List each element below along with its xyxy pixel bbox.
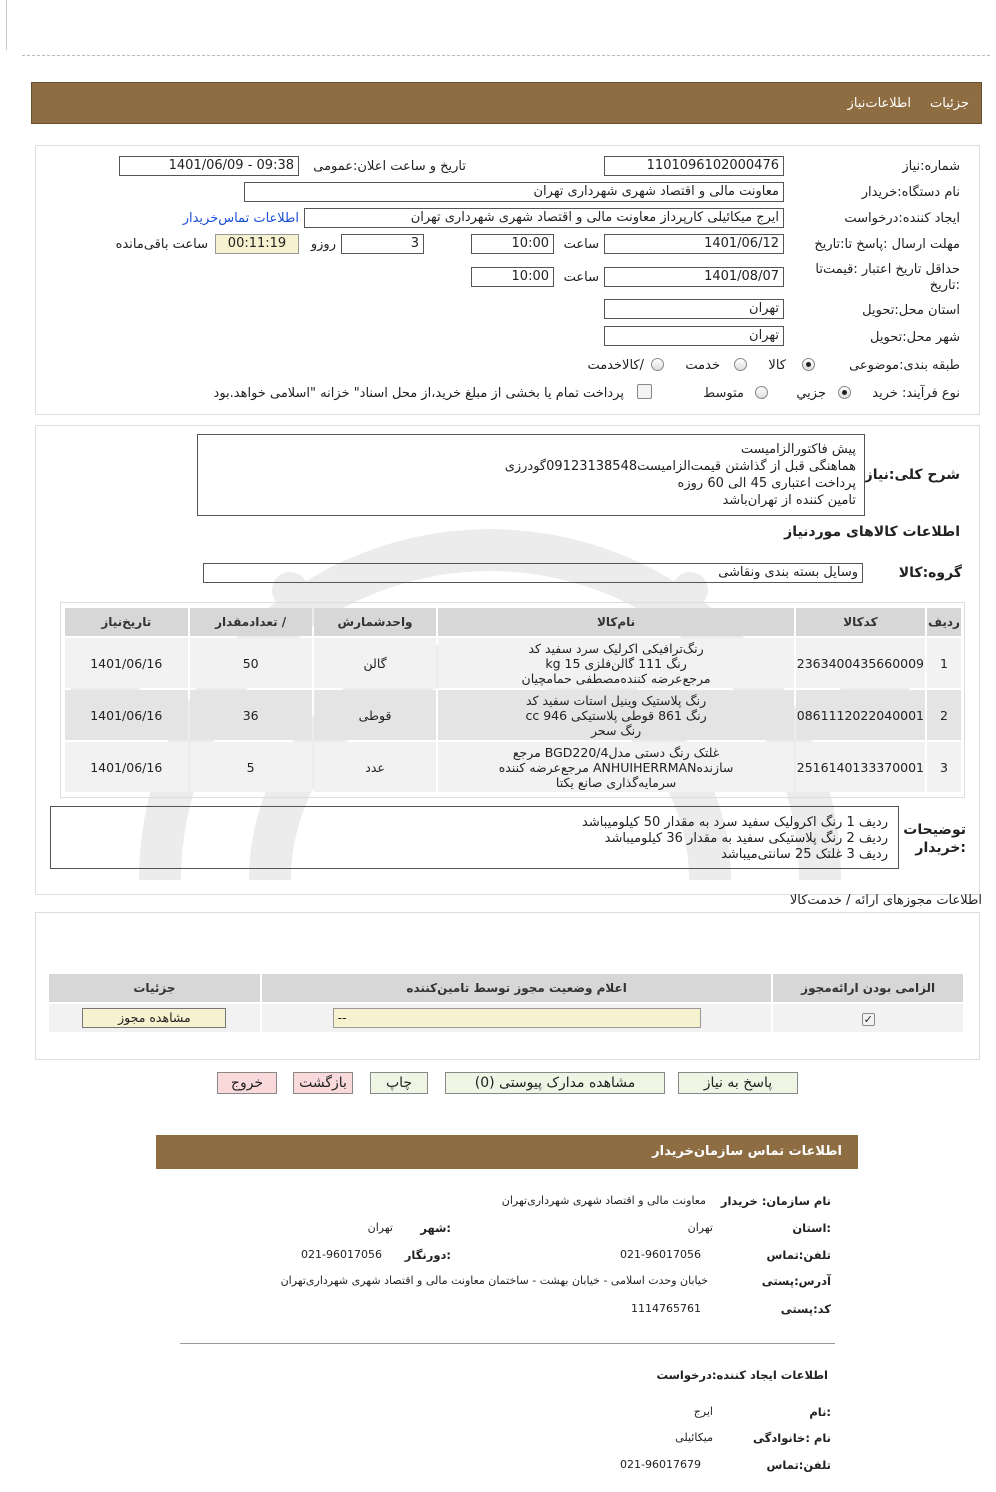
postal-value: 1114765761 bbox=[631, 1302, 701, 1315]
fax-label: :دورنگار bbox=[404, 1248, 451, 1262]
validity-time-field: 10:00 bbox=[471, 267, 554, 287]
province-contact-value: تهران bbox=[687, 1221, 713, 1234]
creator-name-label: :نام bbox=[809, 1405, 831, 1419]
creator-family-value: میکائیلی bbox=[675, 1431, 713, 1444]
permit-status-cell bbox=[262, 1004, 771, 1032]
permit-details-cell bbox=[49, 1004, 260, 1032]
category-both-radio[interactable] bbox=[651, 358, 664, 371]
table-row bbox=[65, 742, 961, 792]
buyer-label: نام دستگاه:خریدار bbox=[861, 185, 960, 200]
deadline-time-label: ساعت bbox=[563, 237, 599, 252]
city-contact-value: تهران bbox=[367, 1221, 393, 1234]
col-permit-details: جزئیات bbox=[49, 974, 260, 1002]
cell-unit: عدد bbox=[314, 742, 437, 792]
buyer-note-line: ردیف 3 غلتک 25 سانتی‌میباشد bbox=[721, 847, 888, 862]
goods-table bbox=[63, 606, 963, 794]
permit-status-field: -- bbox=[333, 1008, 701, 1028]
phone-value: 021-96017056 bbox=[620, 1248, 701, 1261]
buyer-notes-label-2: :خریدار bbox=[915, 840, 966, 856]
postal-label: کد:پستی bbox=[780, 1302, 831, 1316]
cell-code: 2516140133370001 bbox=[796, 742, 925, 792]
address-label: آدرس:پستی bbox=[761, 1274, 831, 1288]
description-box bbox=[197, 434, 865, 516]
province-contact-label: :استان bbox=[792, 1221, 831, 1235]
org-value: معاونت مالی و اقتصاد شهری شهرداری‌تهران bbox=[501, 1194, 706, 1207]
process-label: نوع فرآیند: خرید bbox=[872, 386, 960, 401]
cell-qty: 5 bbox=[190, 742, 312, 792]
cell-qty: 50 bbox=[190, 638, 312, 688]
cell-row: 3 bbox=[927, 742, 961, 792]
remaining-time-field: 00:11:19 bbox=[215, 234, 299, 254]
creator-name-value: ایرج bbox=[693, 1405, 713, 1418]
description-line: هماهنگی قبل از گذاشتن قیمت‌الزامیست09123138548گودرزی bbox=[504, 459, 856, 474]
view-permit-button[interactable]: مشاهده مجوز bbox=[82, 1008, 226, 1028]
deadline-date-field: 1401/06/12 bbox=[604, 234, 784, 254]
permit-required-cell bbox=[773, 1004, 963, 1032]
cell-qty: 36 bbox=[190, 690, 312, 740]
process-partial-radio[interactable] bbox=[838, 386, 851, 399]
validity-date-field: 1401/08/07 bbox=[604, 267, 784, 287]
announce-label: تاریخ و ساعت اعلان:عمومی bbox=[313, 159, 466, 174]
deadline-time-field: 10:00 bbox=[471, 234, 554, 254]
name-line: رنگ‌ترافیکی اکرلیک سرد سفید کد bbox=[528, 640, 704, 656]
category-label: طبقه بندی:موضوعی bbox=[849, 358, 960, 373]
exit-button[interactable]: خروج bbox=[217, 1072, 277, 1094]
city-label: شهر محل:تحویل bbox=[870, 330, 960, 345]
name-line: رنگ 861 قوطی پلاستیکی 946 cc bbox=[525, 707, 707, 723]
validity-label: حداقل تاریخ اعتبار :قیمت‌تا bbox=[815, 262, 960, 277]
tab-need-info[interactable]: اطلاعات‌نیاز bbox=[847, 96, 911, 111]
buyer-note-line: ردیف 2 رنگ پلاستیکی سفید به مقدار 36 کیلومیباشد bbox=[604, 831, 888, 846]
description-label: شرح کلی:نیاز bbox=[864, 467, 960, 483]
print-button[interactable]: چاپ bbox=[370, 1072, 428, 1094]
reply-button[interactable]: پاسخ به نیاز bbox=[678, 1072, 798, 1094]
cell-row: 2 bbox=[927, 690, 961, 740]
province-label: استان محل:تحویل bbox=[862, 303, 960, 318]
col-permit-required: الزامی بودن ارائه‌مجوز bbox=[773, 974, 963, 1002]
cell-code: 0861112022040001 bbox=[796, 690, 925, 740]
name-line: سرمایه‌گذاری صانع یکتا bbox=[555, 774, 677, 790]
cell-name bbox=[438, 742, 793, 792]
goods-section-title: اطلاعات کالاهای موردنیاز bbox=[784, 524, 960, 540]
table-row bbox=[65, 690, 961, 740]
province-field: تهران bbox=[604, 299, 784, 319]
process-medium-radio[interactable] bbox=[755, 386, 768, 399]
fax-value: 021-96017056 bbox=[301, 1248, 382, 1261]
cell-date: 1401/06/16 bbox=[65, 690, 188, 740]
creator-field: ایرج میکائیلی کارپرداز معاونت مالی و اقتصاد شهری شهرداری تهران bbox=[304, 208, 784, 228]
col-name: نام‌کالا bbox=[438, 608, 793, 636]
col-qty: / تعدادمقدار bbox=[190, 608, 312, 636]
org-label: نام سازمان: خریدار bbox=[720, 1194, 831, 1208]
address-value: خیابان وحدت اسلامی - خیابان بهشت - ساختمان معاونت مالی و اقتصاد شهری شهرداری‌تهران bbox=[280, 1274, 708, 1287]
contact-header-bar bbox=[156, 1135, 858, 1169]
creator-phone-value: 021-96017679 bbox=[620, 1458, 701, 1471]
name-line: سازندهANHUIHERRMAN مرجع‌عرضه کننده bbox=[498, 759, 734, 775]
creator-family-label: نام :خانوادگی bbox=[753, 1431, 831, 1445]
name-line: رنگ سحر bbox=[590, 722, 642, 738]
category-service-radio[interactable] bbox=[734, 358, 747, 371]
cell-name bbox=[438, 638, 793, 688]
description-line: تامین کننده از تهران‌باشد bbox=[722, 493, 856, 508]
tab-details[interactable]: جزئیات bbox=[930, 96, 969, 111]
col-row: ردیف bbox=[927, 608, 961, 636]
permit-required-checkbox[interactable]: ✓ bbox=[863, 1012, 873, 1026]
name-line: رنگ 111 گالن‌فلزی 15 kg bbox=[545, 655, 687, 671]
permit-row bbox=[49, 1004, 963, 1032]
goods-group-label: گروه:کالا bbox=[898, 565, 962, 581]
buyer-notes-box bbox=[50, 806, 899, 869]
category-goods-label: کالا bbox=[768, 358, 786, 373]
col-date: تاریخ‌نیاز bbox=[65, 608, 188, 636]
contact-header-title: اطلاعات تماس سازمان‌خریدار bbox=[652, 1144, 842, 1159]
cell-unit: قوطی bbox=[314, 690, 437, 740]
permits-table bbox=[47, 972, 965, 1034]
days-label: روزو bbox=[310, 237, 336, 252]
buyer-notes-label: توضیحات bbox=[903, 822, 966, 838]
treasury-payment-note: پرداخت تمام یا بخشی از مبلغ خرید،از محل اسناد" خزانه "اسلامی خواهد.بود bbox=[213, 386, 624, 401]
validity-label-2: :تاریخ bbox=[929, 278, 960, 293]
name-line: غلتک رنگ دستی مدلBGD220/4 مرجع bbox=[512, 744, 720, 760]
need-number-field: 1101096102000476 bbox=[604, 156, 784, 176]
city-field: تهران bbox=[604, 326, 784, 346]
cell-code: 2363400435660009 bbox=[796, 638, 925, 688]
col-permit-status: اعلام وضعیت مجوز توسط تامین‌کننده bbox=[262, 974, 771, 1002]
table-row bbox=[65, 638, 961, 688]
col-code: کدکالا bbox=[796, 608, 925, 636]
need-number-label: شماره:نیاز bbox=[902, 159, 960, 174]
category-service-label: خدمت bbox=[685, 358, 720, 373]
buyer-contact-link[interactable]: اطلاعات تماس‌خریدار bbox=[182, 211, 299, 226]
creator-info-title: اطلاعات ایجاد کننده:درخواست bbox=[656, 1368, 828, 1382]
category-goods-radio[interactable] bbox=[802, 358, 815, 371]
cell-date: 1401/06/16 bbox=[65, 638, 188, 688]
permits-title: اطلاعات مجوزهای ارائه / خدمت‌کالا bbox=[789, 893, 982, 908]
process-partial-label: جزیي bbox=[796, 386, 826, 401]
contact-divider bbox=[180, 1343, 835, 1344]
page-header-bar bbox=[31, 82, 982, 124]
col-unit: واحدشمارش bbox=[314, 608, 437, 636]
description-line: پیش فاکتورالزامیست bbox=[740, 442, 856, 457]
city-contact-label: :شهر bbox=[420, 1221, 451, 1235]
announce-field: 1401/06/09 - 09:38 bbox=[119, 156, 299, 176]
cell-date: 1401/06/16 bbox=[65, 742, 188, 792]
deadline-label: مهلت ارسال :پاسخ تا:تاریخ bbox=[814, 237, 960, 252]
back-button[interactable]: بازگشت bbox=[293, 1072, 353, 1094]
name-line: مرجع‌عرضه کننده‌مصطفی حمامچیان bbox=[521, 670, 711, 686]
name-line: رنگ پلاستیک وینیل استات سفید کد bbox=[525, 692, 707, 708]
buyer-field: معاونت مالی و اقتصاد شهری شهرداری تهران bbox=[244, 182, 784, 202]
process-medium-label: متوسط bbox=[703, 386, 744, 401]
attachments-button[interactable]: مشاهده مدارک پیوستی (0) bbox=[445, 1072, 665, 1094]
days-field: 3 bbox=[341, 234, 424, 254]
cell-unit: گالن bbox=[314, 638, 437, 688]
goods-group-field: وسایل بسته بندی ونقاشی bbox=[203, 563, 863, 583]
phone-label: تلفن:تماس bbox=[766, 1248, 831, 1262]
buyer-note-line: ردیف 1 رنگ اکرولیک سفید سرد به مقدار 50 کیلومیباشد bbox=[582, 815, 888, 830]
creator-phone-label: تلفن:تماس bbox=[766, 1458, 831, 1472]
remaining-time-label: ساعت باقی‌مانده bbox=[115, 237, 208, 252]
category-both-label: /کالاخدمت bbox=[587, 358, 644, 373]
treasury-payment-checkbox[interactable] bbox=[637, 384, 652, 399]
validity-time-label: ساعت bbox=[563, 270, 599, 285]
creator-label: ایجاد کننده:درخواست bbox=[844, 211, 960, 226]
cell-row: 1 bbox=[927, 638, 961, 688]
description-line: پرداخت اعتباری 45 الی 60 روزه bbox=[677, 476, 856, 491]
top-divider bbox=[22, 55, 990, 56]
page-edge-line bbox=[6, 0, 7, 50]
cell-name bbox=[438, 690, 793, 740]
